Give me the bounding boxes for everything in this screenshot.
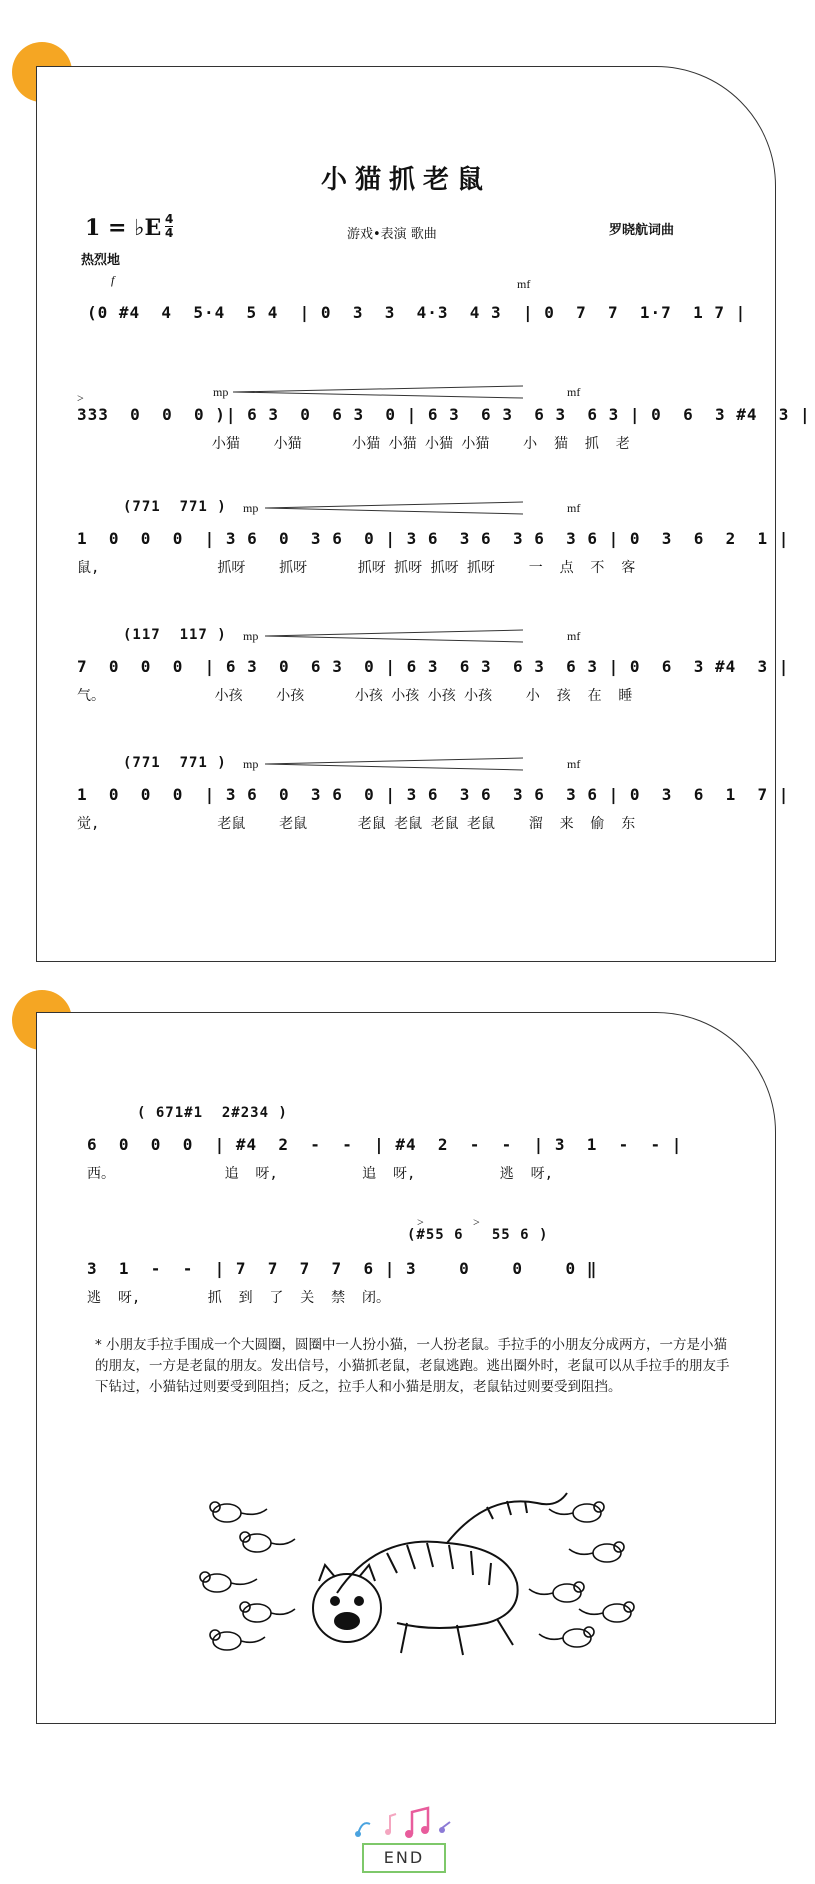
crescendo-hairpin [265,757,523,771]
dynamic-mp: mp [243,757,259,771]
grace-notes-p2-row-1: ( 671#1 2#234 ) [137,1105,288,1121]
lyric-p2-row-2: 逃 呀, 抓 到 了 关 禁 闭。 [87,1290,391,1306]
dynamic-mp: mp [213,385,229,399]
accent-mark: > [77,391,84,405]
lyric-row-3: 鼠, 抓呀 抓呀 抓呀 抓呀 抓呀 抓呀 一 点 不 客 [77,560,636,576]
dynamic-mp: mp [243,501,259,515]
dynamic-mp: mp [243,629,259,643]
dynamic-mf: mf [517,277,531,291]
dynamic-f: f [111,273,115,287]
music-notes-icon [350,1804,460,1840]
dynamic-mf: mf [567,501,581,515]
key-one: 1 = [85,215,127,241]
notation-p2-row-2: 3 1 - - | 7 7 7 7 6 | 3 0 0 0 ‖ [87,1259,598,1278]
accent-mark: > [473,1215,480,1229]
key-flat: ♭E [134,215,162,241]
lyric-row-2: 小猫 小猫 小猫 小猫 小猫 小猫 小 猫 抓 老 [77,436,630,452]
grace-notes-row-3: (771 771 ) [123,499,227,515]
dynamic-mf: mf [567,629,581,643]
tempo-marking: 热烈地 [81,253,121,268]
notation-row-1: (0 #4 4 5·4 5 4 | 0 3 3 4·3 4 3 | 0 7 7 1·7 1 7 | [87,303,747,322]
crescendo-hairpin [233,385,523,399]
genre-label: 游戏•表演 歌曲 [347,227,437,242]
crescendo-hairpin [265,629,523,643]
game-instructions: * 小朋友手拉手围成一个大圆圈，圆圈中一人扮小猫，一人扮老鼠。手拉手的小朋友分成两方，一方是小猫的朋友，一方是老鼠的朋友。发出信号，小猫抓老鼠，老鼠逃跑。逃出圈外时，老鼠可以从手拉手的朋友手下钻过，小猫钻过则要受到阻挡；反之，拉手人和小猫是朋友，老鼠钻过则要受到阻挡。 [95,1337,730,1395]
time-signature: 4 4 [165,212,174,240]
score-page-2 [36,1012,776,1724]
lyric-p2-row-1: 西。 追 呀, 追 呀, 逃 呀, [87,1166,554,1182]
crescendo-hairpin [265,501,523,515]
notation-row-5: 1 0 0 0 | 3 6 0 3 6 0 | 3 6 3 6 3 6 3 6 | 0 3 6 1 7 | [77,785,790,804]
end-label: END [362,1843,446,1873]
notation-p2-row-1: 6 0 0 0 | #4 2 - - | #4 2 - - | 3 1 - - | [87,1135,683,1154]
lyric-row-5: 觉, 老鼠 老鼠 老鼠 老鼠 老鼠 老鼠 溜 来 偷 东 [77,816,636,832]
key-signature [85,215,161,241]
author-credit: 罗晓航词曲 [609,223,675,238]
notation-row-2: 333 0 0 0 )| 6 3 0 6 3 0 | 6 3 6 3 6 3 6 3 | 0 6 3 #4 3 | [77,405,811,424]
tiger-and-mice-illustration [187,1473,647,1663]
song-title: 小猫抓老鼠 [320,165,491,195]
grace-notes-row-5: (771 771 ) [123,755,227,771]
score-page-1 [36,66,811,962]
dynamic-mf: mf [567,385,581,399]
lyric-row-4: 气。 小孩 小孩 小孩 小孩 小孩 小孩 小 孩 在 睡 [77,688,633,704]
dynamic-mf: mf [567,757,581,771]
accent-mark: > [417,1215,424,1229]
grace-notes-row-4: (117 117 ) [123,627,227,643]
notation-row-4: 7 0 0 0 | 6 3 0 6 3 0 | 6 3 6 3 6 3 6 3 | 0 6 3 #4 3 | [77,657,790,676]
grace-notes-p2-row-2: (#55 6 55 6 ) [407,1227,549,1243]
notation-row-3: 1 0 0 0 | 3 6 0 3 6 0 | 3 6 3 6 3 6 3 6 | 0 3 6 2 1 | [77,529,790,548]
